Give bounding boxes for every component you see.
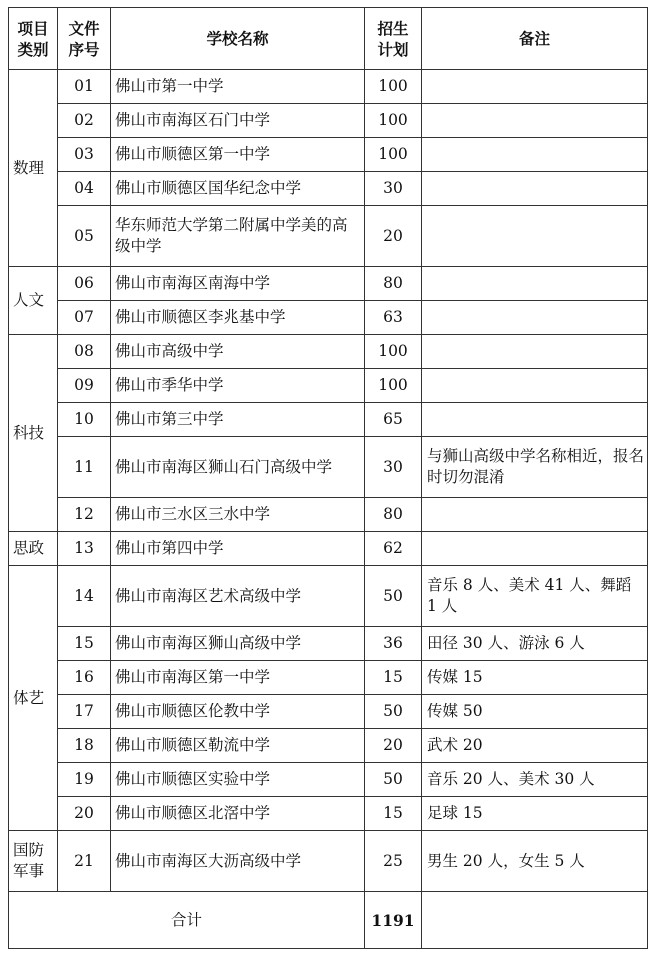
school-name-cell: 佛山市顺德区国华纪念中学 bbox=[111, 172, 365, 206]
note-cell bbox=[422, 369, 648, 403]
enrollment-plan-cell: 100 bbox=[365, 70, 422, 104]
note-cell bbox=[422, 301, 648, 335]
note-cell bbox=[422, 267, 648, 301]
school-name-cell: 佛山市顺德区李兆基中学 bbox=[111, 301, 365, 335]
table-row bbox=[9, 532, 648, 566]
file-number-cell: 08 bbox=[58, 335, 111, 369]
file-number-cell: 03 bbox=[58, 138, 111, 172]
enrollment-plan-cell: 30 bbox=[365, 172, 422, 206]
school-name-cell: 佛山市南海区第一中学 bbox=[111, 661, 365, 695]
file-number-cell: 18 bbox=[58, 729, 111, 763]
file-number-cell: 16 bbox=[58, 661, 111, 695]
category-cell: 科技 bbox=[9, 335, 58, 532]
note-cell bbox=[422, 70, 648, 104]
school-name-cell: 佛山市顺德区实验中学 bbox=[111, 763, 365, 797]
school-name-cell: 佛山市第三中学 bbox=[111, 403, 365, 437]
enrollment-table bbox=[8, 7, 648, 949]
table-row bbox=[9, 70, 648, 104]
file-number-cell: 05 bbox=[58, 206, 111, 267]
total-value: 1191 bbox=[365, 892, 422, 949]
school-name-cell: 佛山市第一中学 bbox=[111, 70, 365, 104]
school-name-cell: 佛山市南海区艺术高级中学 bbox=[111, 566, 365, 627]
enrollment-plan-cell: 50 bbox=[365, 566, 422, 627]
table-row bbox=[9, 729, 648, 763]
school-name-cell: 佛山市南海区大沥高级中学 bbox=[111, 831, 365, 892]
school-name-cell: 佛山市高级中学 bbox=[111, 335, 365, 369]
enrollment-plan-cell: 50 bbox=[365, 763, 422, 797]
category-cell: 人文 bbox=[9, 267, 58, 335]
file-number-cell: 20 bbox=[58, 797, 111, 831]
enrollment-plan-cell: 100 bbox=[365, 335, 422, 369]
file-number-cell: 19 bbox=[58, 763, 111, 797]
enrollment-plan-cell: 80 bbox=[365, 267, 422, 301]
note-cell bbox=[422, 172, 648, 206]
file-number-cell: 01 bbox=[58, 70, 111, 104]
category-cell: 体艺 bbox=[9, 566, 58, 831]
note-cell bbox=[422, 403, 648, 437]
table-row bbox=[9, 437, 648, 498]
school-name-cell: 佛山市顺德区勒流中学 bbox=[111, 729, 365, 763]
enrollment-plan-cell: 25 bbox=[365, 831, 422, 892]
note-cell: 音乐 8 人、美术 41 人、舞蹈 1 人 bbox=[422, 566, 648, 627]
header-file-number: 文件 序号 bbox=[58, 8, 111, 70]
enrollment-plan-cell: 30 bbox=[365, 437, 422, 498]
file-number-cell: 02 bbox=[58, 104, 111, 138]
school-name-cell: 佛山市南海区南海中学 bbox=[111, 267, 365, 301]
file-number-cell: 10 bbox=[58, 403, 111, 437]
school-name-cell: 佛山市季华中学 bbox=[111, 369, 365, 403]
school-name-cell: 佛山市顺德区第一中学 bbox=[111, 138, 365, 172]
school-name-cell: 佛山市南海区狮山石门高级中学 bbox=[111, 437, 365, 498]
table-row bbox=[9, 797, 648, 831]
enrollment-plan-cell: 36 bbox=[365, 627, 422, 661]
note-cell: 男生 20 人，女生 5 人 bbox=[422, 831, 648, 892]
table-row bbox=[9, 172, 648, 206]
file-number-cell: 21 bbox=[58, 831, 111, 892]
note-cell: 与狮山高级中学名称相近，报名时切勿混淆 bbox=[422, 437, 648, 498]
file-number-cell: 12 bbox=[58, 498, 111, 532]
note-cell: 传媒 15 bbox=[422, 661, 648, 695]
category-cell: 思政 bbox=[9, 532, 58, 566]
enrollment-plan-cell: 80 bbox=[365, 498, 422, 532]
table-row bbox=[9, 403, 648, 437]
table-row bbox=[9, 661, 648, 695]
header-row bbox=[9, 8, 648, 70]
header-category: 项目 类别 bbox=[9, 8, 58, 70]
file-number-cell: 17 bbox=[58, 695, 111, 729]
table-row bbox=[9, 138, 648, 172]
file-number-cell: 13 bbox=[58, 532, 111, 566]
table-row bbox=[9, 267, 648, 301]
enrollment-plan-cell: 50 bbox=[365, 695, 422, 729]
table-row bbox=[9, 695, 648, 729]
school-name-cell: 佛山市南海区石门中学 bbox=[111, 104, 365, 138]
table-row bbox=[9, 104, 648, 138]
table-row bbox=[9, 301, 648, 335]
school-name-cell: 佛山市三水区三水中学 bbox=[111, 498, 365, 532]
note-cell bbox=[422, 335, 648, 369]
table-row bbox=[9, 831, 648, 892]
enrollment-plan-cell: 100 bbox=[365, 138, 422, 172]
school-name-cell: 佛山市第四中学 bbox=[111, 532, 365, 566]
total-label: 合计 bbox=[9, 892, 365, 949]
category-cell: 国防 军事 bbox=[9, 831, 58, 892]
enrollment-plan-cell: 100 bbox=[365, 104, 422, 138]
file-number-cell: 11 bbox=[58, 437, 111, 498]
note-cell bbox=[422, 104, 648, 138]
note-cell bbox=[422, 532, 648, 566]
header-note: 备注 bbox=[422, 8, 648, 70]
file-number-cell: 09 bbox=[58, 369, 111, 403]
school-name-cell: 佛山市顺德区北滘中学 bbox=[111, 797, 365, 831]
header-enrollment-plan: 招生 计划 bbox=[365, 8, 422, 70]
enrollment-plan-cell: 65 bbox=[365, 403, 422, 437]
note-cell: 田径 30 人、游泳 6 人 bbox=[422, 627, 648, 661]
enrollment-plan-cell: 20 bbox=[365, 729, 422, 763]
table-row bbox=[9, 335, 648, 369]
enrollment-plan-cell: 100 bbox=[365, 369, 422, 403]
school-name-cell: 佛山市顺德区伦教中学 bbox=[111, 695, 365, 729]
note-cell: 音乐 20 人、美术 30 人 bbox=[422, 763, 648, 797]
note-cell bbox=[422, 206, 648, 267]
enrollment-plan-cell: 63 bbox=[365, 301, 422, 335]
category-cell: 数理 bbox=[9, 70, 58, 267]
file-number-cell: 14 bbox=[58, 566, 111, 627]
header-school-name: 学校名称 bbox=[111, 8, 365, 70]
note-cell bbox=[422, 138, 648, 172]
enrollment-plan-cell: 20 bbox=[365, 206, 422, 267]
note-cell: 足球 15 bbox=[422, 797, 648, 831]
enrollment-plan-cell: 62 bbox=[365, 532, 422, 566]
note-cell bbox=[422, 498, 648, 532]
table-row bbox=[9, 566, 648, 627]
table-row bbox=[9, 498, 648, 532]
school-name-cell: 华东师范大学第二附属中学美的高级中学 bbox=[111, 206, 365, 267]
school-name-cell: 佛山市南海区狮山高级中学 bbox=[111, 627, 365, 661]
file-number-cell: 04 bbox=[58, 172, 111, 206]
total-row bbox=[9, 892, 648, 949]
table-row bbox=[9, 763, 648, 797]
table-row bbox=[9, 206, 648, 267]
enrollment-plan-cell: 15 bbox=[365, 797, 422, 831]
table-row bbox=[9, 627, 648, 661]
file-number-cell: 07 bbox=[58, 301, 111, 335]
file-number-cell: 06 bbox=[58, 267, 111, 301]
total-note-cell bbox=[422, 892, 648, 949]
enrollment-plan-cell: 15 bbox=[365, 661, 422, 695]
table-row bbox=[9, 369, 648, 403]
note-cell: 传媒 50 bbox=[422, 695, 648, 729]
note-cell: 武术 20 bbox=[422, 729, 648, 763]
file-number-cell: 15 bbox=[58, 627, 111, 661]
